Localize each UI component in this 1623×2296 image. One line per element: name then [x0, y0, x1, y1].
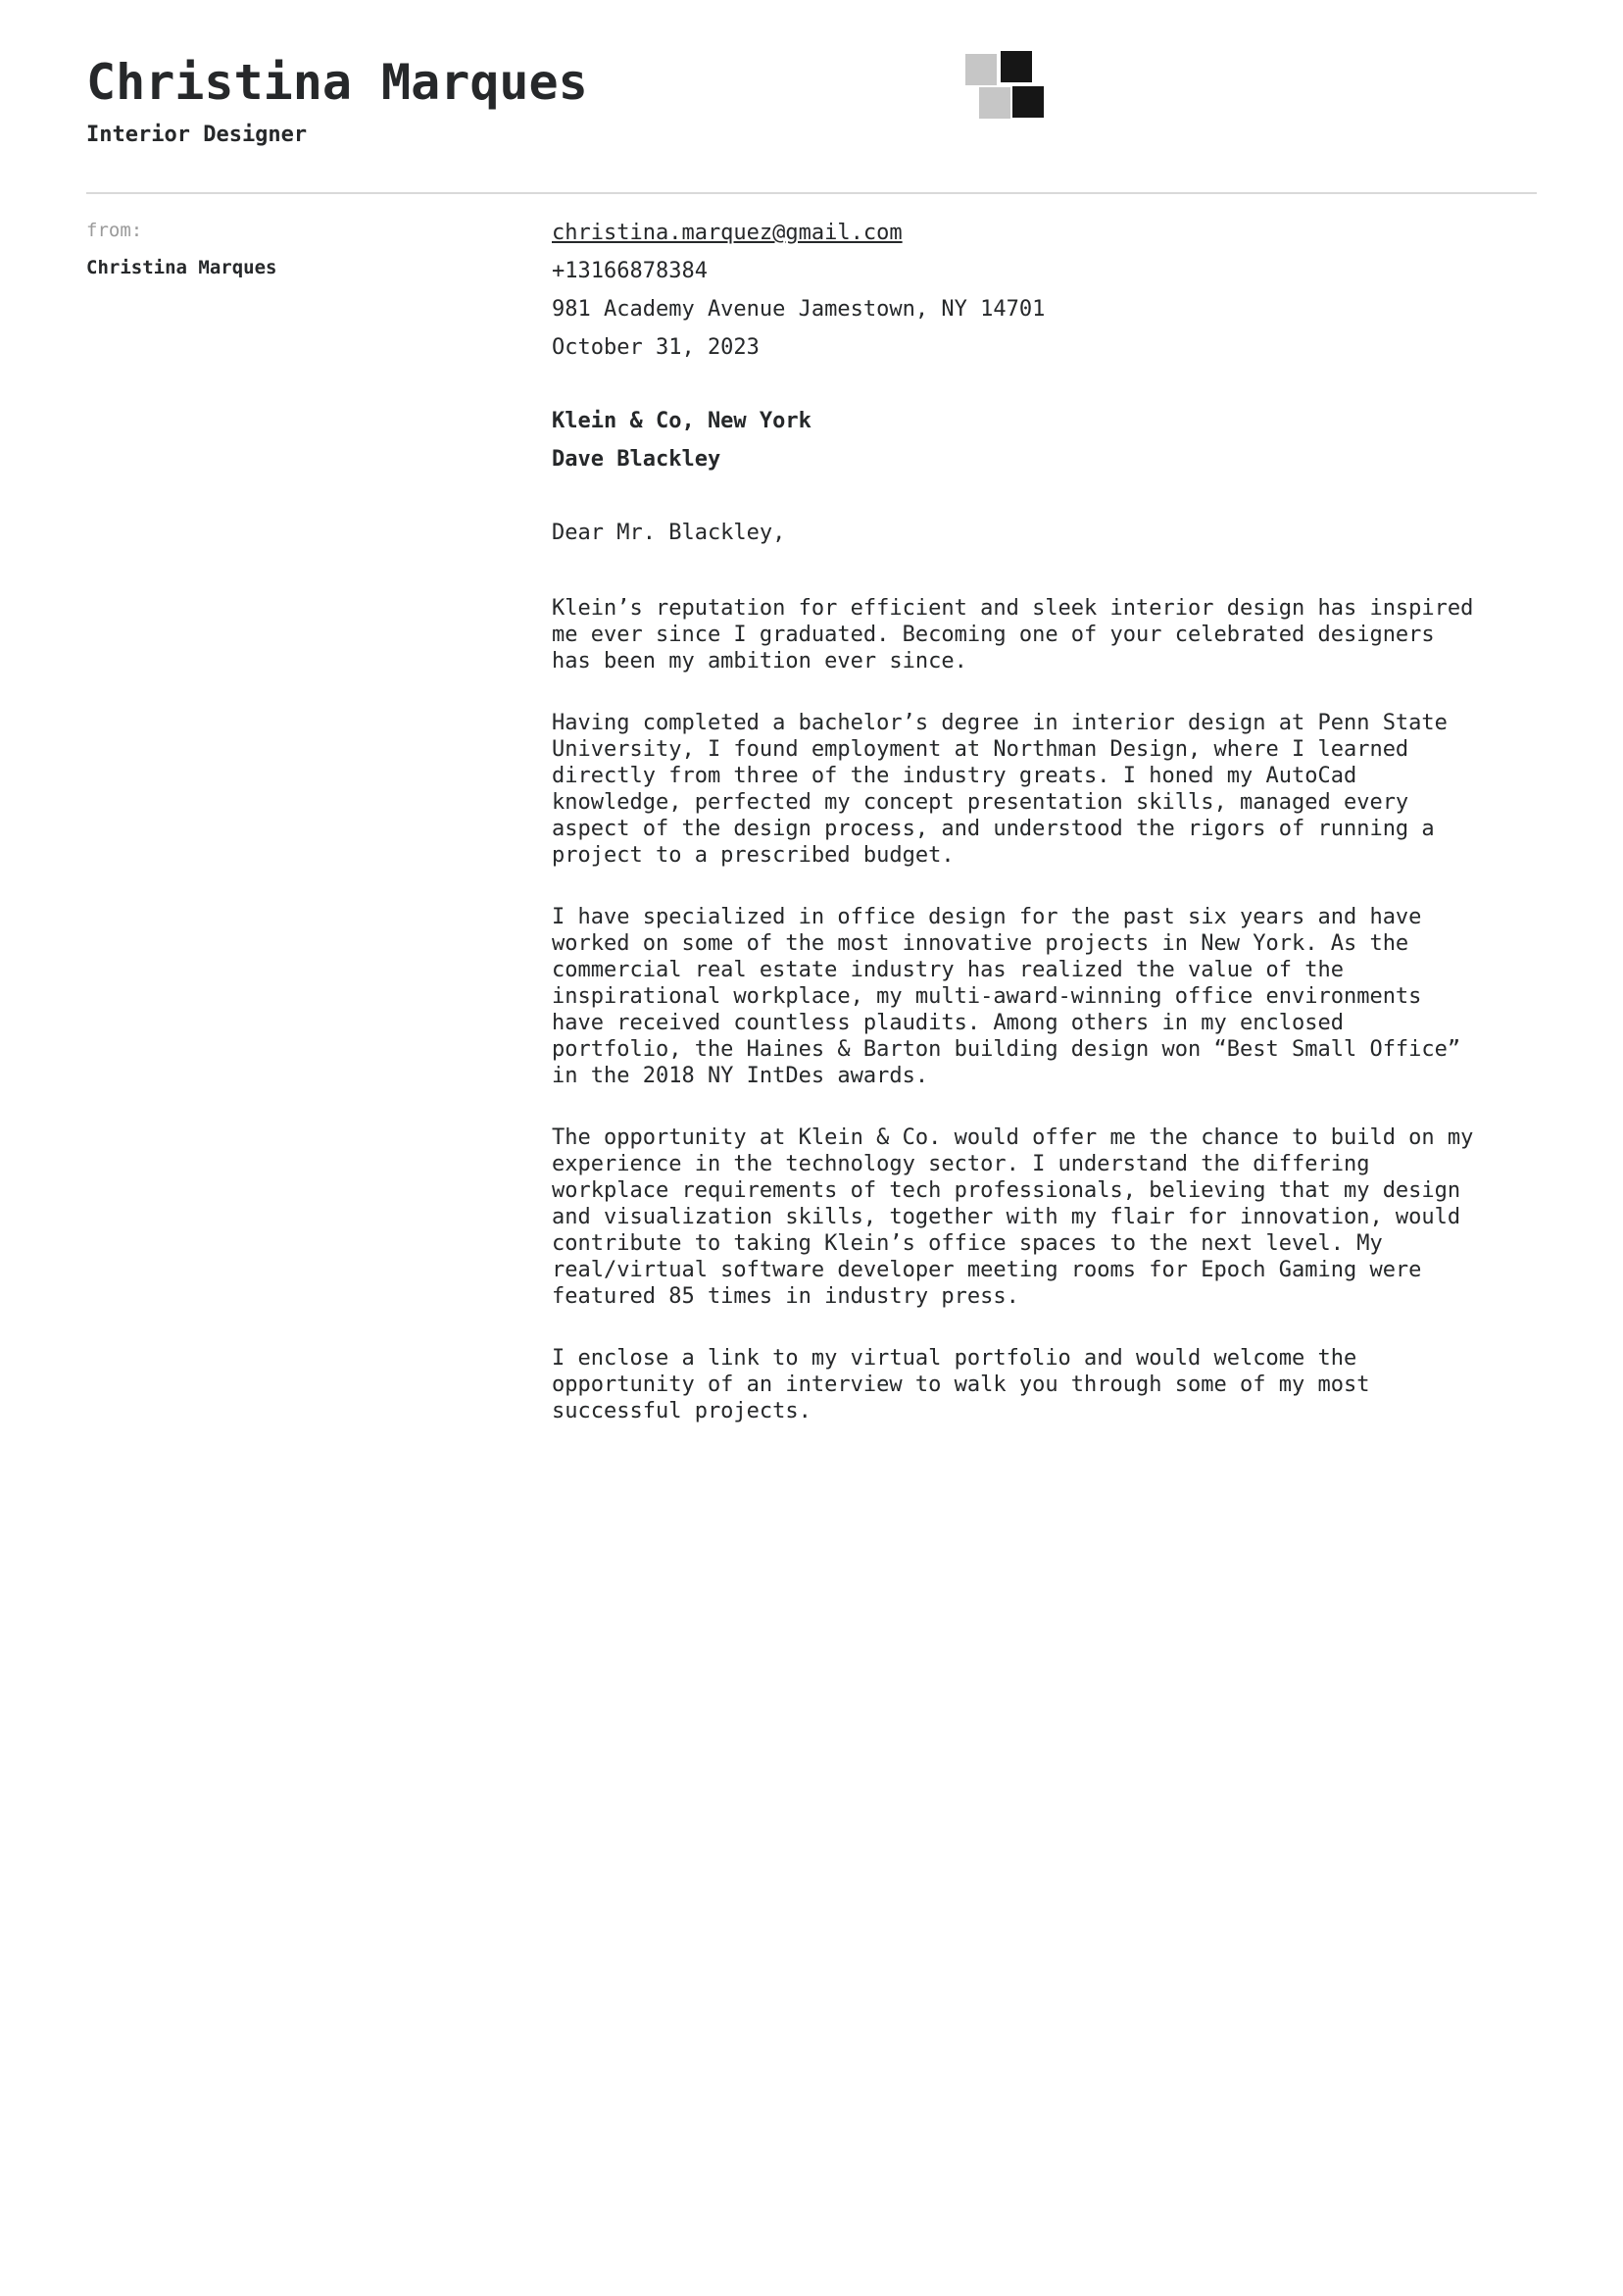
- squares-logo-icon: [965, 51, 1044, 122]
- recipient-name: Dave Blackley: [552, 447, 721, 472]
- recipient-company: Klein & Co, New York: [552, 409, 812, 433]
- sender-column: [86, 220, 552, 1460]
- letter-body: [86, 220, 1537, 1460]
- from-label: from:: [86, 220, 143, 241]
- letter-paragraph: I have specialized in office design for the past six years and have worked on some of the most innovative projects in New York. As the commercial real estate industry has realized the value of the inspirational workplace, my multi-award-winning office environments have received countless plaudits. Among others in my enclosed portfolio, the Haines & Barton building design won “Best Small Office” in the 2018 NY IntDes awards.: [552, 905, 1474, 1088]
- contact-address: 981 Academy Avenue Jamestown, NY 14701: [552, 297, 1046, 322]
- letter-paragraph: The opportunity at Klein & Co. would offer me the chance to build on my experience in the technology sector. I understand the differing workplace requirements of tech professionals, believing that my design and visualization skills, together with my flair for innovation, would contribute to taking Klein’s office spaces to the next level. My real/virtual software developer meeting rooms for Epoch Gaming were featured 85 times in industry press.: [552, 1125, 1487, 1309]
- email-link[interactable]: christina.marquez@gmail.com: [552, 221, 903, 245]
- sender-name: Christina Marques: [86, 257, 277, 278]
- letter-date: October 31, 2023: [552, 335, 760, 360]
- logo-square: [965, 54, 997, 85]
- contact-email-line: [552, 220, 1537, 246]
- logo-square: [1001, 51, 1032, 82]
- contact-phone: +13166878384: [552, 259, 708, 283]
- letter-paragraph: I enclose a link to my virtual portfolio and would welcome the opportunity of an interview to walk you through some of my most successful projects.: [552, 1346, 1383, 1423]
- logo-square: [979, 87, 1010, 119]
- letter-paragraph: Klein’s reputation for efficient and sleek interior design has inspired me ever since I graduated. Becoming one of your celebrated designers has been my ambition ever since.: [552, 596, 1487, 674]
- main-column: [552, 220, 1537, 1460]
- letterhead: [86, 54, 1537, 147]
- recipient-block: [552, 408, 1537, 473]
- job-title: Interior Designer: [86, 123, 308, 147]
- logo-square: [1012, 86, 1044, 118]
- letter-paragraph: Having completed a bachelor’s degree in interior design at Penn State University, I found employment at Northman Design, where I learned directly from three of the industry greats. I honed my AutoCad knowledge, perfected my concept presentation skills, managed every aspect of the design process, and understood the rigors of running a project to a prescribed budget.: [552, 711, 1461, 868]
- page-title: Christina Marques: [86, 54, 588, 111]
- contact-block: [552, 220, 1537, 361]
- salutation: Dear Mr. Blackley,: [552, 521, 786, 545]
- letter-paragraphs: [552, 595, 1537, 1424]
- header-divider: [86, 192, 1537, 194]
